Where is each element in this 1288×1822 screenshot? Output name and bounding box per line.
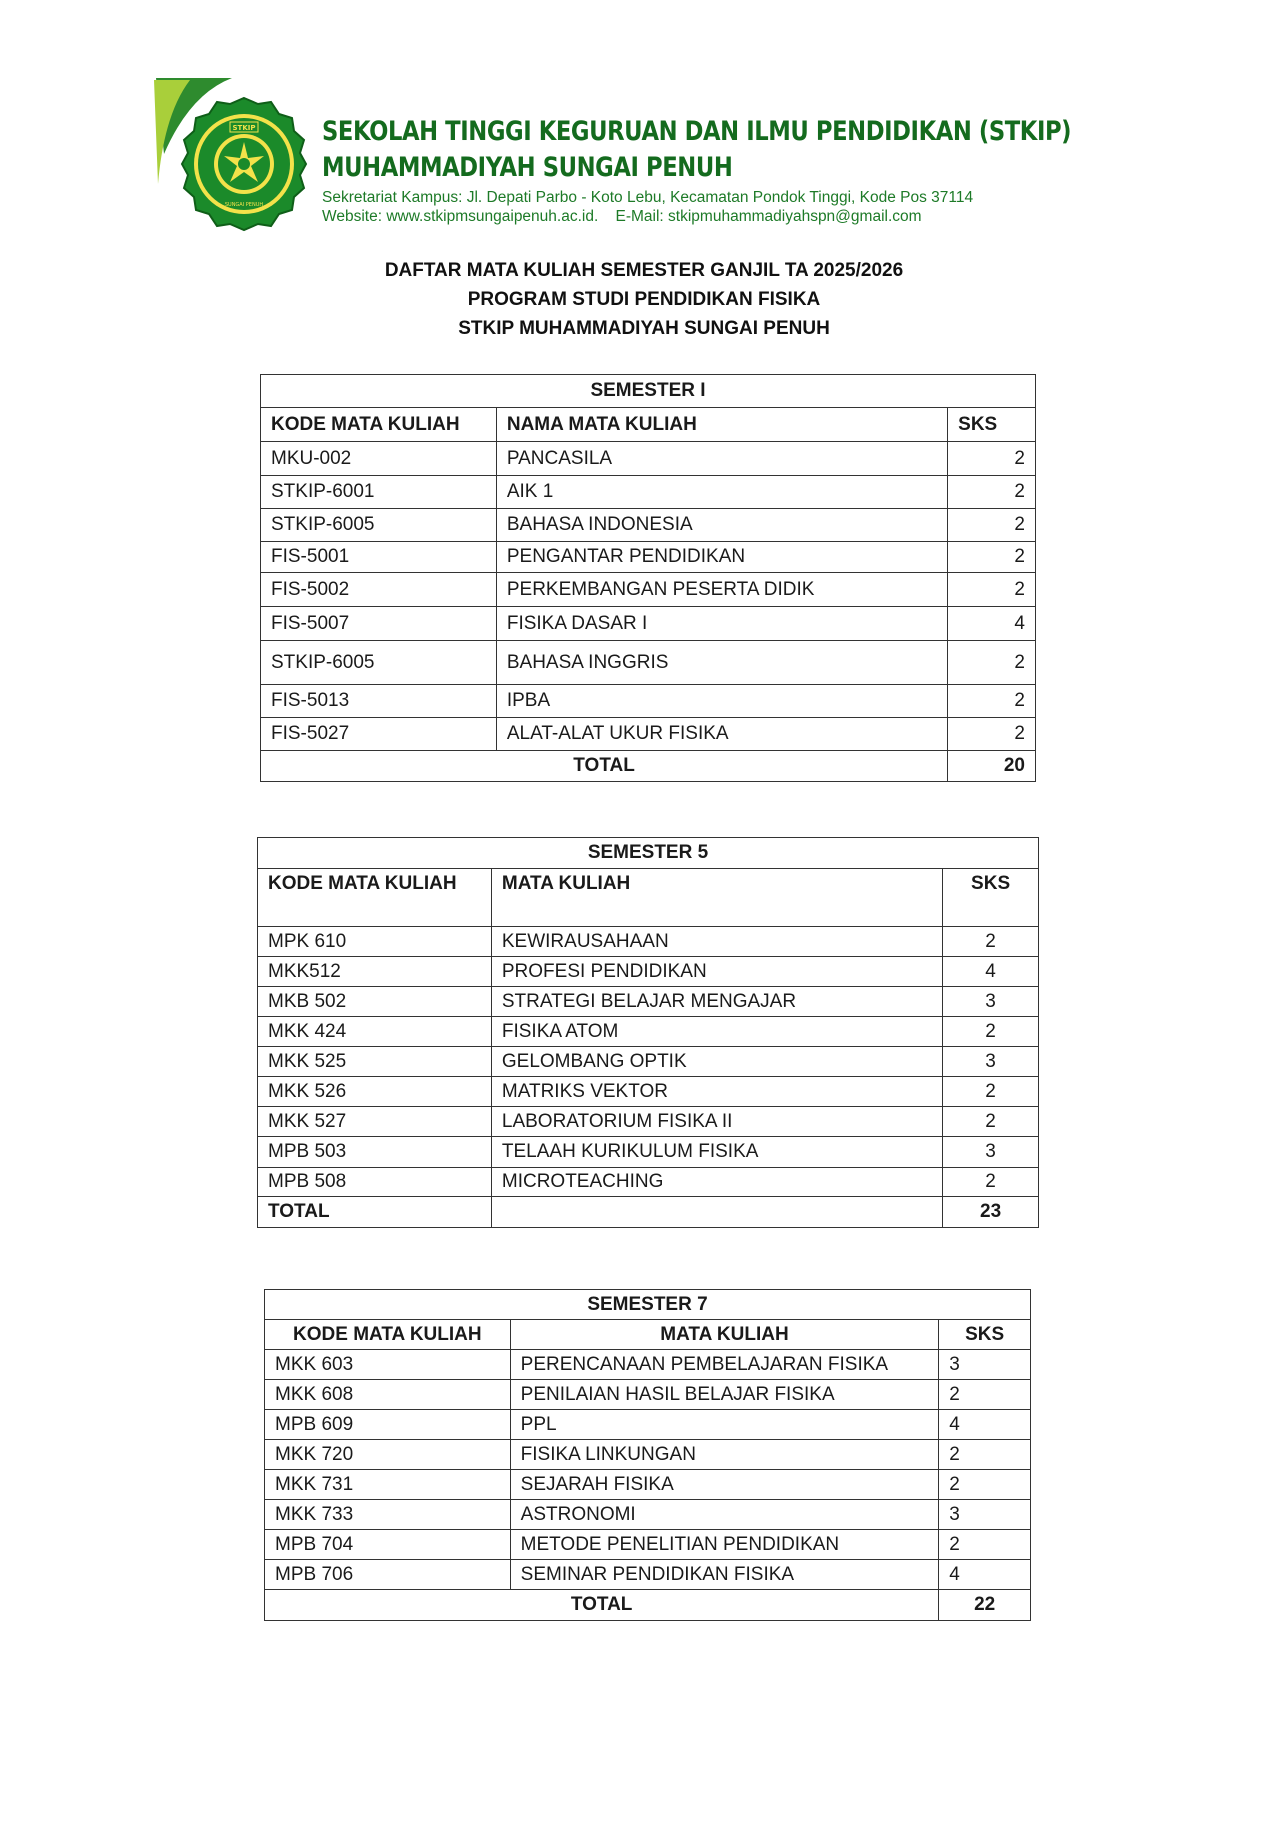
course-sks: 4 — [939, 1410, 1031, 1440]
course-name: PERENCANAAN PEMBELAJARAN FISIKA — [510, 1350, 939, 1380]
col-header-name: NAMA MATA KULIAH — [496, 408, 947, 442]
course-row — [261, 685, 1036, 718]
course-row — [258, 1017, 1039, 1047]
course-row — [265, 1350, 1031, 1380]
course-code: FIS-5013 — [261, 685, 497, 718]
semester-heading: SEMESTER 7 — [265, 1290, 1031, 1320]
course-name: LABORATORIUM FISIKA II — [491, 1107, 942, 1137]
course-row — [258, 957, 1039, 987]
course-name: PERKEMBANGAN PESERTA DIDIK — [496, 573, 947, 607]
course-sks: 3 — [939, 1500, 1031, 1530]
course-sks: 2 — [939, 1440, 1031, 1470]
course-row — [265, 1500, 1031, 1530]
letterhead — [150, 74, 1072, 234]
course-code: MPB 609 — [265, 1410, 511, 1440]
course-code: MKK 731 — [265, 1470, 511, 1500]
course-name: METODE PENELITIAN PENDIDIKAN — [510, 1530, 939, 1560]
course-name: GELOMBANG OPTIK — [491, 1047, 942, 1077]
total-sks: 22 — [939, 1590, 1031, 1621]
course-sks: 4 — [939, 1560, 1031, 1590]
course-row — [265, 1440, 1031, 1470]
course-name: TELAAH KURIKULUM FISIKA — [491, 1137, 942, 1168]
title-line3: STKIP MUHAMMADIYAH SUNGAI PENUH — [458, 318, 830, 339]
course-code: MKK 608 — [265, 1380, 511, 1410]
col-header-sks: SKS — [939, 1320, 1031, 1350]
course-sks: 3 — [943, 1047, 1039, 1077]
course-row — [265, 1410, 1031, 1440]
course-name: FISIKA ATOM — [491, 1017, 942, 1047]
course-row — [261, 442, 1036, 476]
col-header-sks: SKS — [943, 869, 1039, 927]
course-row — [261, 641, 1036, 685]
course-sks: 3 — [943, 1137, 1039, 1168]
course-name: SEJARAH FISIKA — [510, 1470, 939, 1500]
course-code: FIS-5001 — [261, 542, 497, 573]
course-code: MKK 525 — [258, 1047, 492, 1077]
course-name: FISIKA LINKUNGAN — [510, 1440, 939, 1470]
course-code: MKB 502 — [258, 987, 492, 1017]
course-code: STKIP-6001 — [261, 476, 497, 509]
course-code: MKK 733 — [265, 1500, 511, 1530]
course-sks: 2 — [943, 927, 1039, 957]
website-text: Website: www.stkipmsungaipenuh.ac.id. — [322, 208, 599, 225]
course-name: PANCASILA — [496, 442, 947, 476]
total-sks: 20 — [948, 751, 1036, 782]
course-code: MPB 704 — [265, 1530, 511, 1560]
col-header-name: MATA KULIAH — [491, 869, 942, 927]
course-sks: 2 — [943, 1017, 1039, 1047]
course-code: MKK512 — [258, 957, 492, 987]
col-header-sks: SKS — [948, 408, 1036, 442]
title-line1: DAFTAR MATA KULIAH SEMESTER GANJIL TA 2025/2026 — [384, 260, 904, 281]
course-code: MPK 610 — [258, 927, 492, 957]
contact-info — [322, 188, 973, 226]
col-header-code: KODE MATA KULIAH — [261, 408, 497, 442]
course-row — [265, 1560, 1031, 1590]
course-row — [265, 1530, 1031, 1560]
course-code: MPB 508 — [258, 1168, 492, 1197]
course-sks: 2 — [948, 509, 1036, 542]
col-header-code: KODE MATA KULIAH — [265, 1320, 511, 1350]
semester-heading: SEMESTER 5 — [258, 838, 1039, 869]
semester-7-table — [264, 1289, 1031, 1621]
course-row — [261, 509, 1036, 542]
course-sks: 2 — [948, 442, 1036, 476]
col-header-name: MATA KULIAH — [510, 1320, 939, 1350]
course-code: MPB 706 — [265, 1560, 511, 1590]
course-row — [258, 1047, 1039, 1077]
course-sks: 3 — [939, 1350, 1031, 1380]
course-name: PENGANTAR PENDIDIKAN — [496, 542, 947, 573]
course-sks: 2 — [948, 476, 1036, 509]
course-row — [258, 987, 1039, 1017]
school-name — [322, 114, 1071, 186]
course-name: MATRIKS VEKTOR — [491, 1077, 942, 1107]
course-name: AIK 1 — [496, 476, 947, 509]
course-row — [258, 1168, 1039, 1197]
course-row — [265, 1380, 1031, 1410]
course-row — [258, 1107, 1039, 1137]
course-sks: 2 — [939, 1530, 1031, 1560]
total-label: TOTAL — [258, 1197, 492, 1228]
course-name: PPL — [510, 1410, 939, 1440]
course-code: MKK 526 — [258, 1077, 492, 1107]
total-label: TOTAL — [265, 1590, 939, 1621]
total-label: TOTAL — [261, 751, 948, 782]
course-sks: 4 — [948, 607, 1036, 641]
course-name: ASTRONOMI — [510, 1500, 939, 1530]
course-sks: 2 — [943, 1168, 1039, 1197]
course-sks: 4 — [943, 957, 1039, 987]
stkip-seal-icon — [150, 74, 310, 234]
course-code: MPB 503 — [258, 1137, 492, 1168]
course-name: STRATEGI BELAJAR MENGAJAR — [491, 987, 942, 1017]
total-sks: 23 — [943, 1197, 1039, 1228]
course-row — [258, 927, 1039, 957]
course-code: FIS-5002 — [261, 573, 497, 607]
web-email-line — [322, 207, 973, 226]
course-sks: 2 — [943, 1107, 1039, 1137]
stkip-logo — [150, 74, 310, 234]
course-sks: 3 — [943, 987, 1039, 1017]
course-name: SEMINAR PENDIDIKAN FISIKA — [510, 1560, 939, 1590]
title-line2: PROGRAM STUDI PENDIDIKAN FISIKA — [467, 289, 821, 310]
semester-1-table — [260, 374, 1036, 782]
course-sks: 2 — [948, 718, 1036, 751]
course-sks: 2 — [939, 1470, 1031, 1500]
course-code: MKU-002 — [261, 442, 497, 476]
course-code: MKK 720 — [265, 1440, 511, 1470]
course-code: MKK 527 — [258, 1107, 492, 1137]
course-row — [261, 718, 1036, 751]
course-name: PROFESI PENDIDIKAN — [491, 957, 942, 987]
course-code: STKIP-6005 — [261, 509, 497, 542]
document-title — [0, 256, 1288, 343]
course-code: FIS-5007 — [261, 607, 497, 641]
school-name-line1: SEKOLAH TINGGI KEGURUAN DAN ILMU PENDIDIKAN (STKIP) — [322, 116, 1072, 147]
course-code: STKIP-6005 — [261, 641, 497, 685]
course-row — [261, 542, 1036, 573]
course-sks: 2 — [943, 1077, 1039, 1107]
course-row — [265, 1470, 1031, 1500]
course-row — [261, 476, 1036, 509]
course-row — [261, 573, 1036, 607]
semester-5-table — [257, 837, 1039, 1228]
course-name: MICROTEACHING — [491, 1168, 942, 1197]
course-sks: 2 — [948, 573, 1036, 607]
course-row — [261, 607, 1036, 641]
total-empty-cell — [491, 1197, 942, 1228]
course-row — [258, 1077, 1039, 1107]
email-text: E-Mail: stkipmuhammadiyahspn@gmail.com — [615, 208, 922, 225]
course-sks: 2 — [948, 685, 1036, 718]
address-line: Sekretariat Kampus: Jl. Depati Parbo - Koto Lebu, Kecamatan Pondok Tinggi, Kode Pos 37114 — [322, 189, 974, 206]
course-sks: 2 — [939, 1380, 1031, 1410]
course-name: PENILAIAN HASIL BELAJAR FISIKA — [510, 1380, 939, 1410]
col-header-code: KODE MATA KULIAH — [258, 869, 492, 927]
course-name: IPBA — [496, 685, 947, 718]
course-name: BAHASA INGGRIS — [496, 641, 947, 685]
svg-text:SUNGAI PENUH: SUNGAI PENUH — [224, 202, 264, 208]
semester-heading: SEMESTER I — [261, 375, 1036, 408]
course-code: MKK 603 — [265, 1350, 511, 1380]
course-row — [258, 1137, 1039, 1168]
course-name: KEWIRAUSAHAAN — [491, 927, 942, 957]
school-name-line2: MUHAMMADIYAH SUNGAI PENUH — [322, 152, 733, 183]
course-code: MKK 424 — [258, 1017, 492, 1047]
svg-text:STKIP: STKIP — [232, 124, 256, 132]
course-name: ALAT-ALAT UKUR FISIKA — [496, 718, 947, 751]
course-sks: 2 — [948, 542, 1036, 573]
course-code: FIS-5027 — [261, 718, 497, 751]
course-name: FISIKA DASAR I — [496, 607, 947, 641]
course-sks: 2 — [948, 641, 1036, 685]
course-name: BAHASA INDONESIA — [496, 509, 947, 542]
